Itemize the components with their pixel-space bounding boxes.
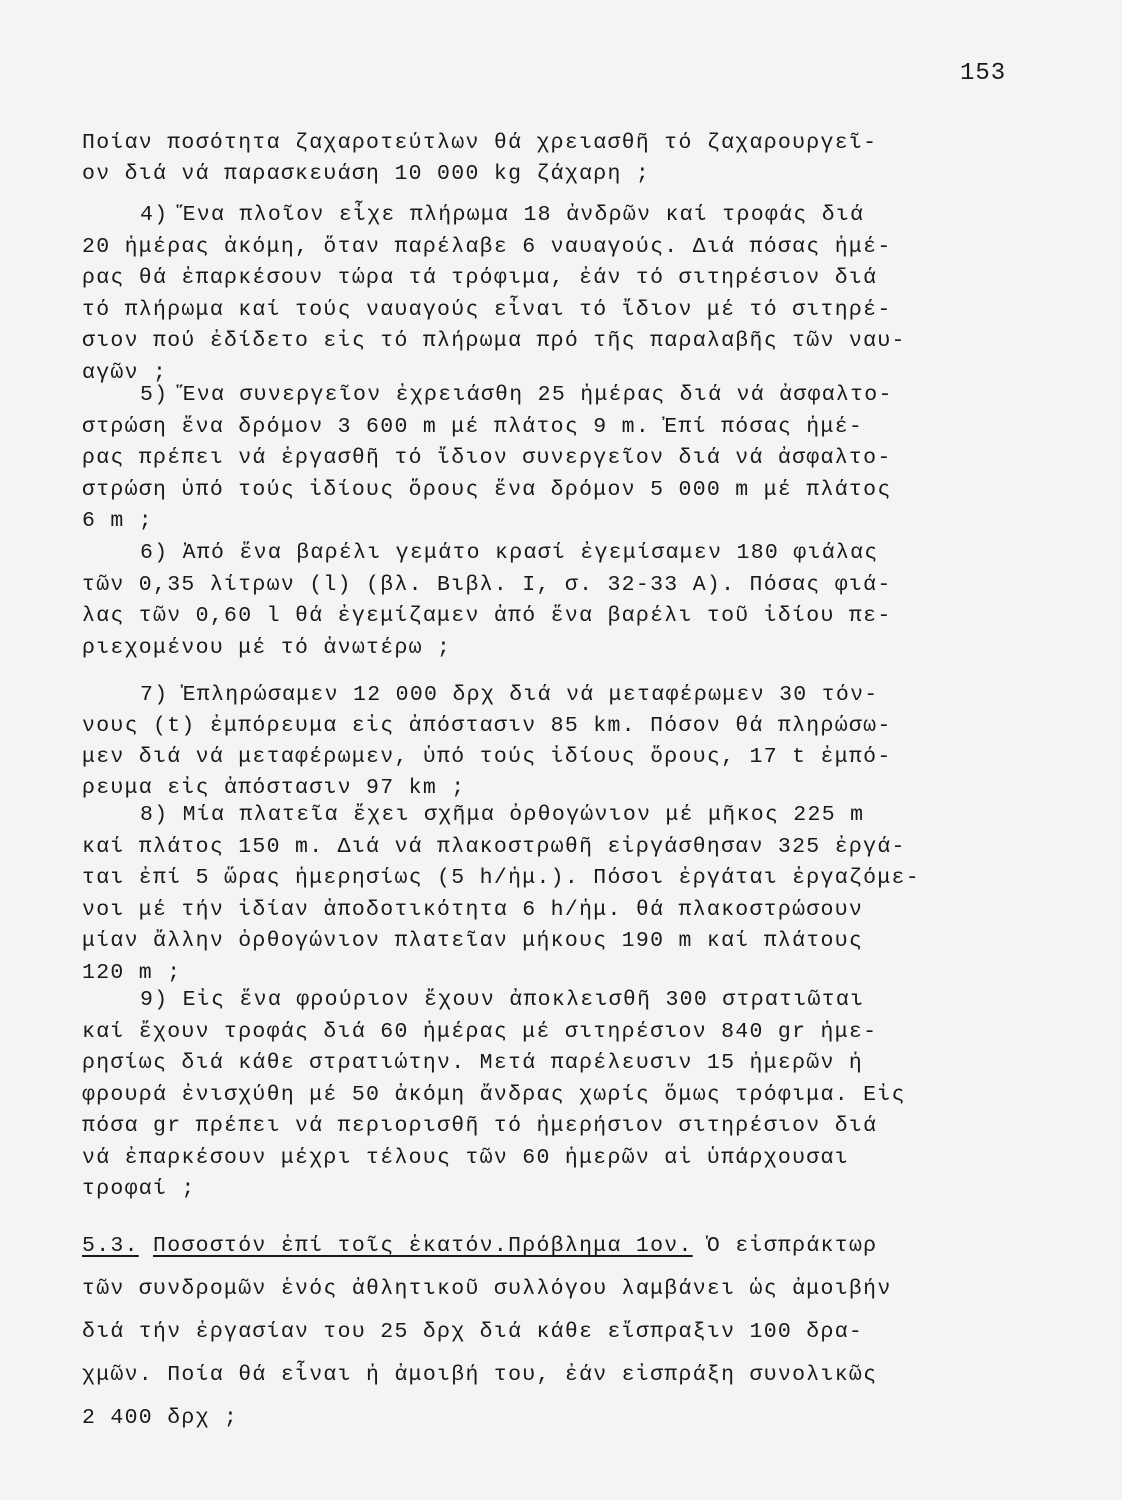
text-line: 2 400 δρχ ; xyxy=(82,1406,239,1430)
text-line: ριεχομένου μέ τό ἀνωτέρω ; xyxy=(82,635,452,660)
problem-6 xyxy=(82,538,1022,664)
text-line: τῶν συνδρομῶν ἑνός ἀθλητικοῦ συλλόγου λαμβάνει ὡς ἀμοιβήν xyxy=(82,1277,892,1301)
text-line: 5) Ἕνα συνεργεῖον ἐχρειάσθη 25 ἡμέρας διά νά ἀσφαλτο- xyxy=(140,383,893,407)
text-line: χμῶν. Ποία θά εἶναι ἡ ἀμοιβή του, ἐάν εἰσπράξη συνολικῶς xyxy=(82,1363,878,1387)
text-line: διά τήν ἐργασίαν του 25 δρχ διά κάθε εἴσπραξιν 100 δρα- xyxy=(82,1320,864,1344)
text-line: ον διά νά παρασκευάση 10 000 kg ζάχαρη ; xyxy=(82,162,651,186)
text-line: ρας θά ἐπαρκέσουν τώρα τά τρόφιμα, ἐάν τό σιτηρέσιον διά xyxy=(82,266,878,290)
problem-5 xyxy=(82,380,1022,538)
text-line: 9) Εἰς ἕνα φρούριον ἔχουν ἀποκλεισθῆ 300 στρατιῶται xyxy=(140,988,865,1012)
text-line: ται ἐπί 5 ὥρας ἡμερησίως (5 h/ἡμ.). Πόσοι ἐργάται ἐργαζόμε- xyxy=(82,866,920,890)
section-5-3 xyxy=(82,1225,1022,1440)
text-line: 7) Ἐπληρώσαμεν 12 000 δρχ διά νά μεταφέρωμεν 30 τόν- xyxy=(140,683,879,707)
text-line: μίαν ἄλλην ὀρθογώνιον πλατεῖαν μήκους 190 m καί πλάτους xyxy=(82,929,864,953)
text-line: καί πλάτος 150 m. Διά νά πλακοστρωθῆ εἰργάσθησαν 325 ἐργά- xyxy=(82,834,906,859)
text-line: στρώση ὑπό τούς ἰδίους ὅρους ἕνα δρόμον 5 000 m μέ πλάτος xyxy=(82,477,892,502)
text-line: λας τῶν 0,60 l θά ἐγεμίζαμεν ἀπό ἕνα βαρέλι τοῦ ἰδίου πε- xyxy=(82,604,892,628)
text-line: νοι μέ τήν ἰδίαν ἀποδοτικότητα 6 h/ἡμ. θά πλακοστρώσουν xyxy=(82,897,864,922)
section-number: 5.3. xyxy=(82,1234,139,1258)
text-line: σιον πού ἐδίδετο εἰς τό πλήρωμα πρό τῆς παραλαβῆς τῶν ναυ- xyxy=(82,329,906,353)
text-line: ρας πρέπει νά ἐργασθῆ τό ἴδιον συνεργεῖον διά νά ἀσφαλτο- xyxy=(82,446,892,470)
text-line: ρησίως διά κάθε στρατιώτην. Μετά παρέλευσιν 15 ἡμερῶν ἡ xyxy=(82,1051,864,1075)
text-line: πόσα gr πρέπει νά περιορισθῆ τό ἡμερήσιον σιτηρέσιον διά xyxy=(82,1114,878,1138)
text-line: Ποίαν ποσότητα ζαχαροτεύτλων θά χρειασθῆ τό ζαχαρουργεῖ- xyxy=(82,131,878,155)
intro-paragraph xyxy=(82,128,1022,190)
text-line: αγῶν ; xyxy=(82,360,168,385)
problem-7 xyxy=(82,680,1022,804)
text-line: τροφαί ; xyxy=(82,1177,196,1201)
text-line: καί ἔχουν τροφάς διά 60 ἡμέρας μέ σιτηρέσιον 840 gr ἡμε- xyxy=(82,1019,878,1044)
text-line: στρώση ἕνα δρόμον 3 600 m μέ πλάτος 9 m. Ἐπί πόσας ἡμέ- xyxy=(82,414,864,439)
problem-9 xyxy=(82,985,1022,1206)
text-line: ρευμα εἰς ἀπόστασιν 97 km ; xyxy=(82,776,466,800)
text-line: νά ἐπαρκέσουν μέχρι τέλους τῶν 60 ἡμερῶν αἱ ὑπάρχουσαι xyxy=(82,1145,849,1170)
problem-label: Πρόβλημα 1ον. xyxy=(508,1234,693,1258)
problem-4 xyxy=(82,200,1022,389)
text-fragment: Ὁ εἰσπράκτωρ xyxy=(692,1234,878,1258)
page-number: 153 xyxy=(960,60,1007,87)
text-line: μεν διά νά μεταφέρωμεν, ὑπό τούς ἰδίους ὅρους, 17 t ἐμπό- xyxy=(82,745,892,769)
section-heading-line xyxy=(82,1225,1022,1268)
text-line: 6 m ; xyxy=(82,509,154,533)
text-line: φρουρά ἐνισχύθη μέ 50 ἀκόμη ἄνδρας χωρίς ὅμως τρόφιμα. Εἰς xyxy=(82,1082,906,1107)
text-line: νους (t) ἐμπόρευμα εἰς ἀπόστασιν 85 km. Πόσον θά πληρώσω- xyxy=(82,714,892,738)
text-line: 120 m ; xyxy=(82,960,182,985)
text-line: τῶν 0,35 λίτρων (l) (βλ. Βιβλ. Ι, σ. 32-33 Α). Πόσας φιά- xyxy=(82,572,892,597)
problem-8 xyxy=(82,800,1022,989)
text-line: 6) Ἀπό ἕνα βαρέλι γεμάτο κρασί ἐγεμίσαμεν 180 φιάλας xyxy=(140,541,879,565)
text-line: 4) Ἕνα πλοῖον εἶχε πλήρωμα 18 ἀνδρῶν καί τροφάς διά xyxy=(140,203,865,227)
text-line: τό πλήρωμα καί τούς ναυαγούς εἶναι τό ἴδιον μέ τό σιτηρέ- xyxy=(82,297,892,322)
text-line: 8) Μία πλατεῖα ἔχει σχῆμα ὀρθογώνιον μέ μῆκος 225 m xyxy=(140,803,865,827)
text-line: 20 ἡμέρας ἀκόμη, ὅταν παρέλαβε 6 ναυαγούς. Διά πόσας ἡμέ- xyxy=(82,234,892,259)
section-title: Ποσοστόν ἐπί τοῖς ἑκατόν. xyxy=(153,1234,509,1258)
